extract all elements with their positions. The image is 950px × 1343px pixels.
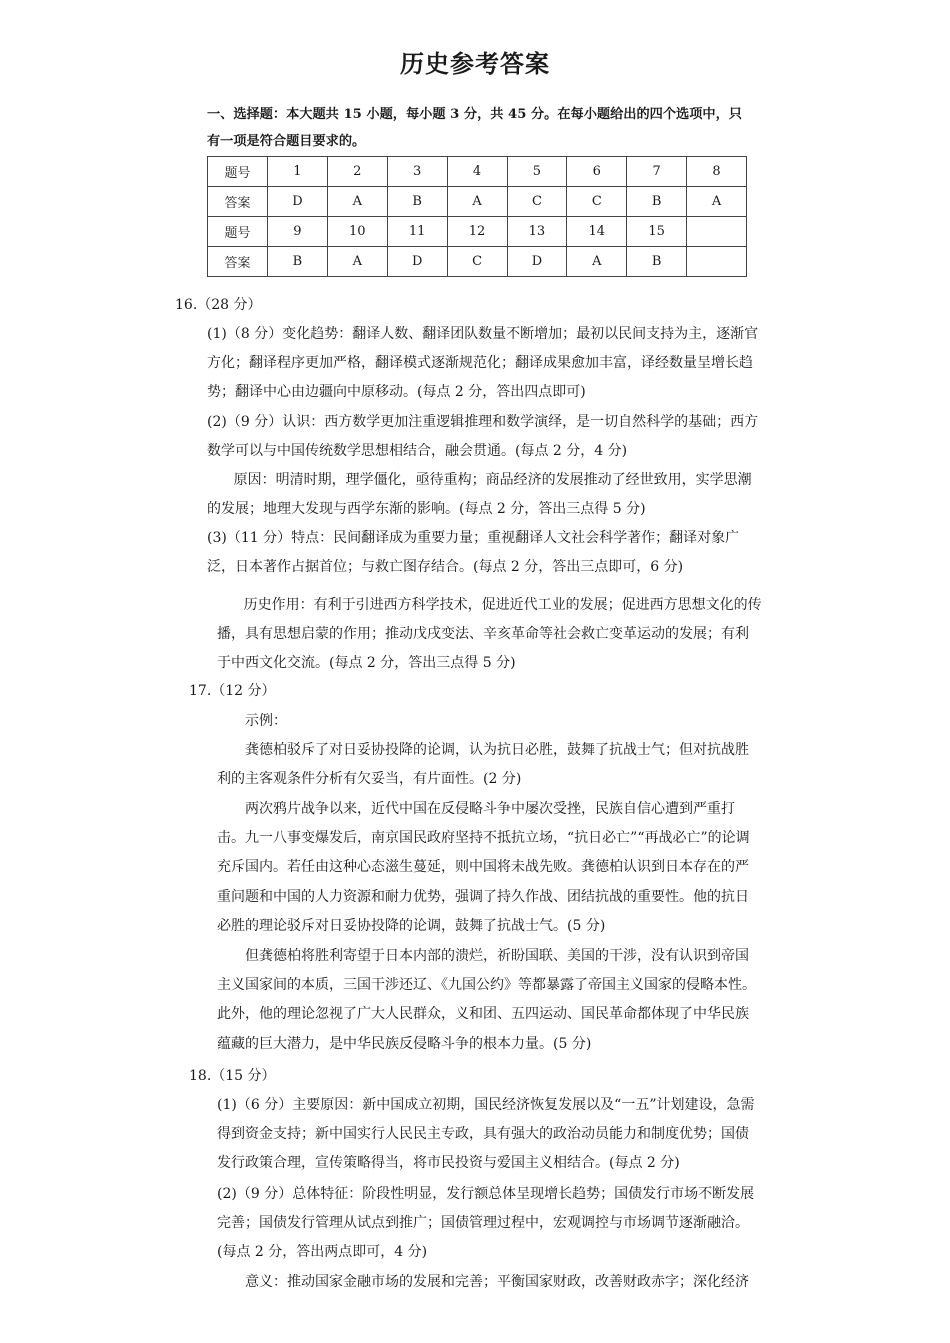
q16-part2: (2)（9 分）认识：西方数学更加注重逻辑推理和数学演绎，是一切自然科学的基础；西方数学可以与中国传统数学思想相结合，融会贯通。(每点 2 分，4 分)	[207, 414, 759, 460]
table-cell: C	[507, 187, 567, 217]
section1-intro: 一、选择题：本大题共 15 小题，每小题 3 分，共 45 分。在每小题给出的四个选项中，只有一项是符合题目要求的。	[207, 107, 742, 149]
table-row	[208, 187, 747, 217]
table-cell: 1	[268, 157, 328, 187]
q18-part2-significance: 意义：推动国家金融市场的发展和完善；平衡国家财政，改善财政赤字；深化经济	[245, 1274, 749, 1290]
q18-heading: 18.（15 分）	[189, 1068, 276, 1084]
table-cell: 2	[327, 157, 387, 187]
table-cell: A	[687, 187, 747, 217]
table-cell: 8	[687, 157, 747, 187]
q16-part3: (3)（11 分）特点：民间翻译成为重要力量；重视翻译人文社会科学著作；翻译对象广泛，日本著作占据首位；与救亡图存结合。(每点 2 分，答出三点即可，6 分)	[207, 530, 740, 576]
table-cell: D	[507, 247, 567, 277]
table-cell	[687, 217, 747, 247]
table-row	[208, 217, 747, 247]
table-cell: 5	[507, 157, 567, 187]
q17-para3: 但龚德柏将胜利寄望于日本内部的溃烂，祈盼国联、美国的干涉，没有认识到帝国主义国家间的本质，三国干涉还辽、《九国公约》等都暴露了帝国主义国家的侵略本性。此外，他的理论忽视了广大人民群众，义和团、五四运动、国民革命都体现了中华民族蕴藏的巨大潜力，是中华民族反侵略斗争的根本力量。(5 分)	[217, 948, 756, 1052]
table-cell: D	[387, 247, 447, 277]
table-row-header: 答案	[208, 187, 268, 217]
page-title: 历史参考答案	[400, 49, 550, 78]
q17-para1: 龚德柏驳斥了对日妥协投降的论调，认为抗日必胜，鼓舞了抗战士气；但对抗战胜利的主客观条件分析有欠妥当，有片面性。(2 分)	[217, 742, 749, 788]
table-cell: C	[567, 187, 627, 217]
table-cell: A	[567, 247, 627, 277]
q18-part2: (2)（9 分）总体特征：阶段性明显，发行额总体呈现增长趋势；国债发行市场不断发展完善；国债发行管理从试点到推广；国债管理过程中，宏观调控与市场调节逐渐融洽。(每点 2 分，答出两点即可，4 分)	[217, 1186, 755, 1261]
table-cell: 9	[268, 217, 328, 247]
q17-heading: 17.（12 分）	[189, 683, 276, 699]
table-cell: 4	[447, 157, 507, 187]
table-cell: 3	[387, 157, 447, 187]
table-cell	[687, 247, 747, 277]
table-cell: 15	[627, 217, 687, 247]
table-cell: B	[268, 247, 328, 277]
table-cell: B	[627, 187, 687, 217]
q17-para2: 两次鸦片战争以来，近代中国在反侵略斗争中屡次受挫，民族自信心遭到严重打击。九一八事变爆发后，南京国民政府坚持不抵抗立场，“抗日必亡”“再战必亡”的论调充斥国内。若任由这种心态滋生蔓延，则中国将未战先败。龚德柏认识到日本存在的严重问题和中国的人力资源和耐力优势，强调了持久作战、团结抗战的重要性。他的抗日必胜的理论驳斥对日妥协投降的论调，鼓舞了抗战士气。(5 分)	[217, 801, 750, 934]
table-cell: 6	[567, 157, 627, 187]
table-cell: A	[327, 187, 387, 217]
table-row-header: 答案	[208, 247, 268, 277]
answer-table	[207, 156, 747, 277]
q16-part2-reasons: 原因：明清时期，理学僵化，亟待重构；商品经济的发展推动了经世致用，实学思潮的发展；地理大发现与西学东渐的影响。(每点 2 分，答出三点得 5 分)	[207, 472, 752, 518]
q16-part3-effect: 历史作用：有利于引进西方科学技术，促进近代工业的发展；促进西方思想文化的传播，具有思想启蒙的作用；推动戊戌变法、辛亥革命等社会救亡变革运动的发展；有利于中西文化交流。(每点 2 分，答出三点得 5 分)	[217, 597, 762, 672]
table-cell: B	[387, 187, 447, 217]
q18-part1: (1)（6 分）主要原因：新中国成立初期，国民经济恢复发展以及“一五”计划建设，急需得到资金支持；新中国实行人民民主专政，具有强大的政治动员能力和制度优势；国债发行政策合理，宣传策略得当，将市民投资与爱国主义相结合。(每点 2 分)	[217, 1097, 755, 1172]
table-row	[208, 247, 747, 277]
table-cell: 11	[387, 217, 447, 247]
table-cell: A	[327, 247, 387, 277]
table-cell: 7	[627, 157, 687, 187]
table-row-header: 题号	[208, 157, 268, 187]
table-cell: C	[447, 247, 507, 277]
table-cell: 10	[327, 217, 387, 247]
table-cell: A	[447, 187, 507, 217]
table-cell: D	[268, 187, 328, 217]
table-row-header: 题号	[208, 217, 268, 247]
table-cell: 13	[507, 217, 567, 247]
q17-example-label: 示例：	[245, 713, 287, 729]
q16-heading: 16.（28 分）	[175, 297, 262, 313]
q16-part1: (1)（8 分）变化趋势：翻译人数、翻译团队数量不断增加；最初以民间支持为主，逐渐官方化；翻译程序更加严格，翻译模式逐渐规范化；翻译成果愈加丰富，译经数量呈增长趋势；翻译中心由边疆向中原移动。(每点 2 分，答出四点即可)	[207, 326, 759, 401]
table-row	[208, 157, 747, 187]
table-cell: B	[627, 247, 687, 277]
table-cell: 14	[567, 217, 627, 247]
table-cell: 12	[447, 217, 507, 247]
